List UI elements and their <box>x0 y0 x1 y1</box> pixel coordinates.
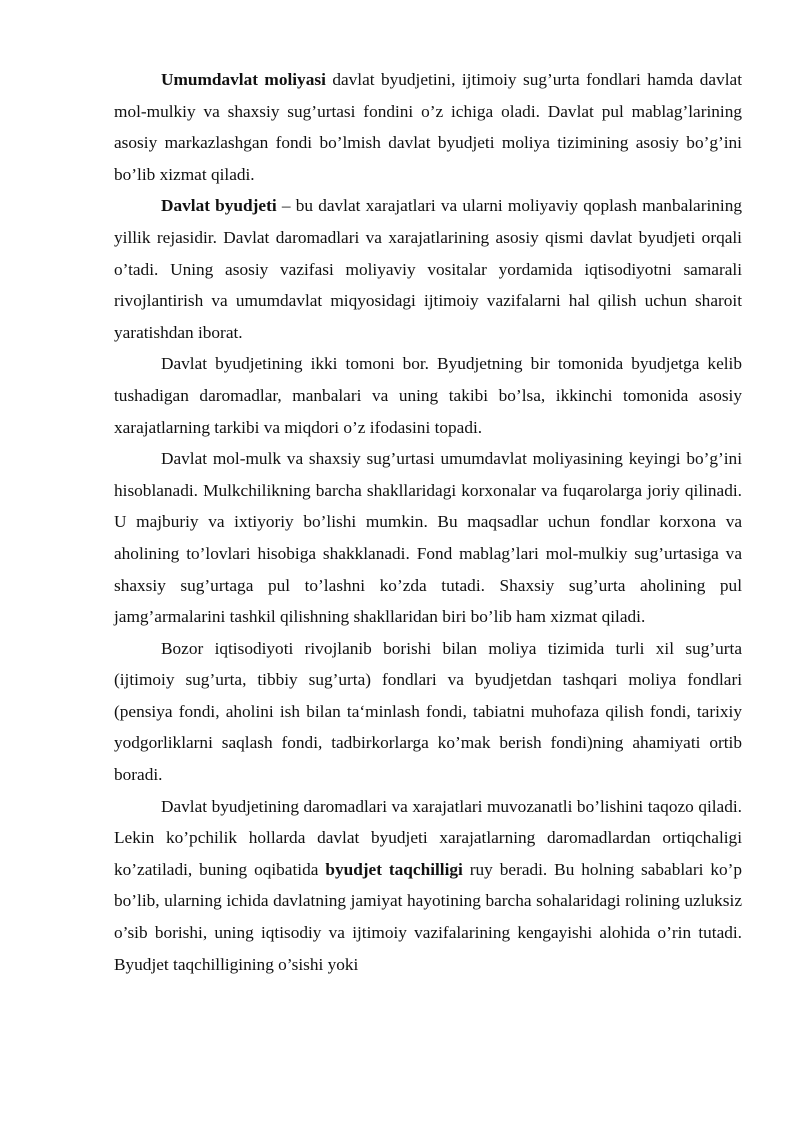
paragraph-byudjet-taqchilligi <box>114 791 742 981</box>
paragraph-text: davlat byudjetini, ijtimoiy sug’urta fondlari hamda davlat mol-mulkiy va shaxsiy sug’urtasi fondini o’z ichiga oladi. Davlat pul mablag’larining asosiy markazlashgan fondi bo’lmish davlat byudjeti moliya tizimining asosiy bo’g’ini bo’lib xizmat qiladi. <box>114 70 742 184</box>
document-page <box>114 64 742 980</box>
paragraph-bozor-iqtisodiyoti <box>114 633 742 791</box>
paragraph-umumdavlat-moliyasi <box>114 64 742 190</box>
paragraph-davlat-byudjeti <box>114 190 742 348</box>
paragraph-text: – bu davlat xarajatlari va ularni moliyaviy qoplash manbalarining yillik rejasidir. Davlat daromadlari va xarajatlarining asosiy qismi davlat byudjeti orqali o’tadi. Uning asosiy vazifasi moliyaviy vositalar yordamida iqtisodiyotni samarali rivojlantirish va umumdavlat miqyosidagi ijtimoiy vazifalarni hal qilish uchun sharoit yaratishdan iborat. <box>114 196 743 342</box>
paragraph-text: Bozor iqtisodiyoti rivojlanib borishi bilan moliya tizimida turli xil sug’urta (ijtimoiy sug’urta, tibbiy sug’urta) fondlari va byudjetdan tashqari moliya fondlari (pensiya fondi, aholini ish bilan ta‘minlash fondi, tabiatni muhofaza qilish fondi, tarixiy yodgorliklarni saqlash fondi, tadbirkorlarga ko’mak berish fondi)ning ahamiyati ortib boradi. <box>114 638 742 785</box>
paragraph-text-after: ruy beradi. Bu holning sabablari ko’p bo’lib, ularning ichida davlatning jamiyat hayotining barcha sohalaridagi rolining uzluksiz o’sib borishi, uning iqtisodiy va ijtimoiy vazifalarining kengayishi alohida o’rin tutadi. Byudjet taqchilligining o’sishi yoki <box>114 859 742 974</box>
paragraph-text: Davlat byudjetining ikki tomoni bor. Byudjetning bir tomonida byudjetga kelib tushadigan daromadlar, manbalari va uning takibi bo’lsa, ikkinchi tomonida asosiy xarajatlarning tarkibi va miqdori o’z ifodasini topadi. <box>114 354 742 437</box>
paragraph-text: Davlat mol-mulk va shaxsiy sug’urtasi umumdavlat moliyasining keyingi bo’g’ini hisoblanadi. Mulkchilikning barcha shakllaridagi korxonalar va fuqarolarga joriy qilinadi. U majburiy va ixtiyoriy bo’lishi mumkin. Bu maqsadlar uchun fondlar korxona va aholining to’lovlari hisobiga shakklanadi. Fond mablag’lari mol-mulkiy sug’urtasiga va shaxsiy sug’urtaga pul to’lashni ko’zda tutadi. Shaxsiy sug’urta aholining pul jamg’armalarini tashkil qilishning shakllaridan biri bo’lib ham xizmat qiladi. <box>114 449 742 627</box>
term-davlat-byudjeti: Davlat byudjeti <box>161 196 277 216</box>
paragraph-byudjet-tomonlari <box>114 348 742 443</box>
paragraph-text-before: Davlat byudjetining daromadlari va xarajatlari muvozanatli bo’lishini taqozo qiladi. Lekin ko’pchilik hollarda davlat byudjeti xarajatlarning daromadlardan ortiqchaligi ko’zatiladi, buning oqibatida <box>114 796 742 879</box>
term-byudjet-taqchilligi: byudjet taqchilligi <box>325 859 463 879</box>
paragraph-sugurta <box>114 443 742 633</box>
term-umumdavlat-moliyasi: Umumdavlat moliyasi <box>161 70 326 89</box>
